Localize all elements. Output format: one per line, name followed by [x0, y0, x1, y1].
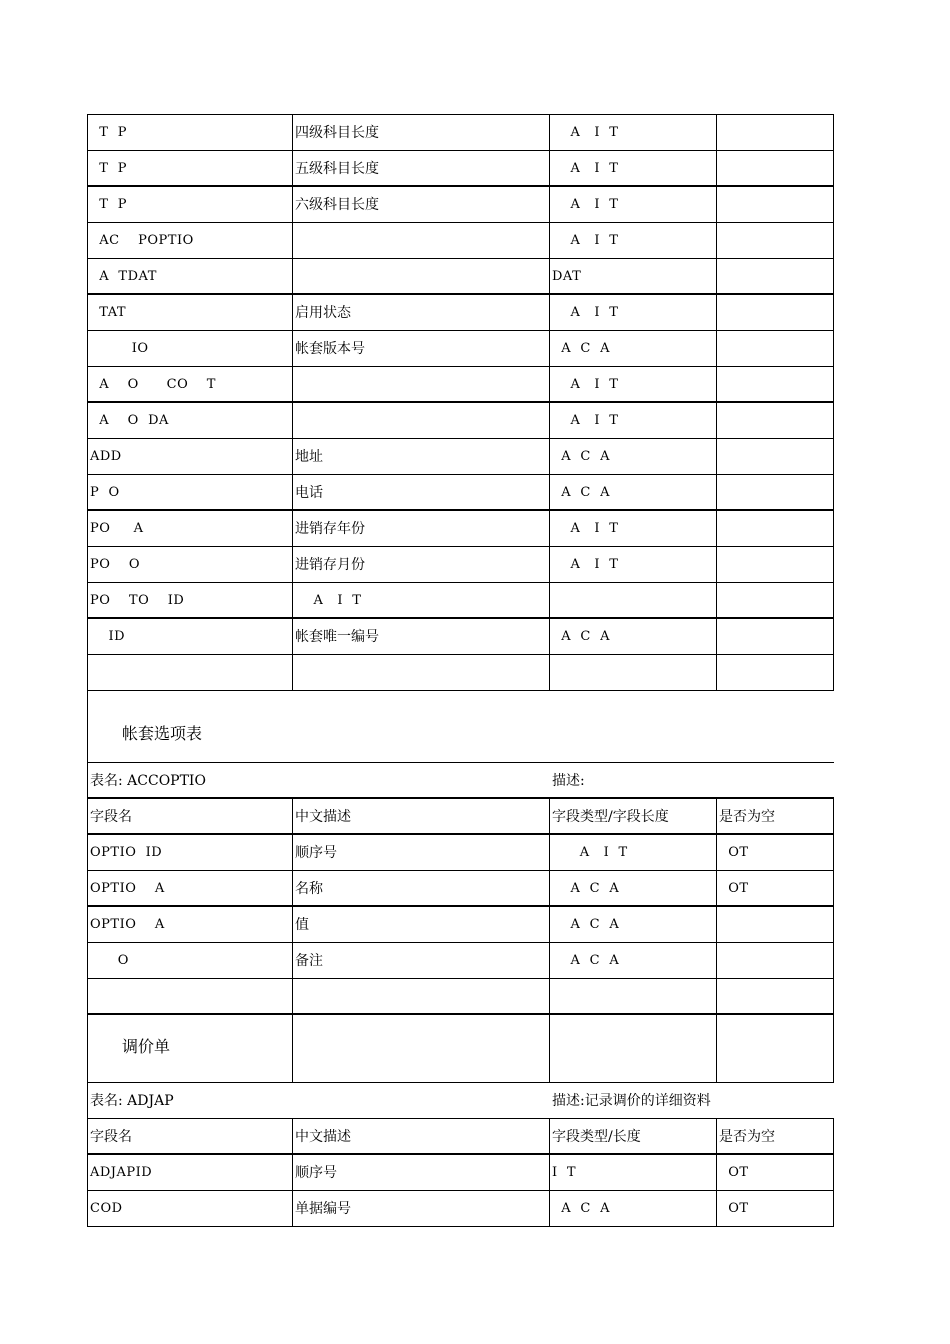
- header-field-type[interactable]: 字段类型/长度: [550, 1119, 717, 1153]
- nullable-cell[interactable]: [717, 439, 834, 474]
- table-row: [87, 943, 834, 979]
- field-type-cell[interactable]: A I T: [550, 403, 717, 438]
- nullable-cell[interactable]: [717, 295, 834, 330]
- table-1: [87, 114, 834, 691]
- table-row: [87, 223, 834, 259]
- field-type-cell[interactable]: A C A: [550, 475, 717, 509]
- field-name-cell[interactable]: PO O: [88, 547, 293, 582]
- table-row: [87, 151, 834, 187]
- nullable-cell[interactable]: [717, 115, 834, 150]
- section-title-cell: [88, 1015, 293, 1082]
- table-row: [87, 655, 834, 691]
- field-type-cell[interactable]: A I T: [550, 187, 717, 222]
- nullable-cell[interactable]: [717, 547, 834, 582]
- field-type-cell[interactable]: A C A: [550, 1191, 717, 1226]
- table-header-row: [87, 1119, 834, 1155]
- table-row: [87, 583, 834, 619]
- nullable-cell[interactable]: [717, 979, 834, 1013]
- table-row: [87, 367, 834, 403]
- chinese-desc-cell[interactable]: 备注: [293, 943, 550, 978]
- field-type-cell[interactable]: A C A: [550, 871, 717, 905]
- field-name-cell[interactable]: OPTIO ID: [88, 835, 293, 870]
- table-meta-row: [87, 1083, 834, 1119]
- header-field-type[interactable]: 字段类型/字段长度: [550, 799, 717, 833]
- nullable-cell[interactable]: [717, 943, 834, 978]
- header-chinese-desc[interactable]: 中文描述: [293, 1119, 550, 1153]
- nullable-cell[interactable]: [717, 907, 834, 942]
- table-row: [87, 619, 834, 655]
- chinese-desc-cell[interactable]: [293, 979, 550, 1013]
- table-row: [87, 547, 834, 583]
- nullable-cell[interactable]: [717, 655, 834, 690]
- chinese-desc-cell[interactable]: 单据编号: [293, 1191, 550, 1226]
- field-name-cell[interactable]: OPTIO A: [88, 907, 293, 942]
- table-row: [87, 187, 834, 223]
- field-type-cell[interactable]: A C A: [550, 619, 717, 654]
- field-type-cell[interactable]: A I T: [550, 115, 717, 150]
- field-type-cell[interactable]: A I T: [550, 151, 717, 185]
- field-name-cell[interactable]: T P: [88, 187, 293, 222]
- nullable-cell[interactable]: [717, 475, 834, 509]
- nullable-cell[interactable]: [717, 367, 834, 401]
- table-row: [87, 979, 834, 1015]
- table-row: [87, 331, 834, 367]
- nullable-cell[interactable]: [717, 331, 834, 366]
- chinese-desc-cell[interactable]: 名称: [293, 871, 550, 905]
- field-type-cell[interactable]: [550, 583, 717, 617]
- chinese-desc-cell[interactable]: 顺序号: [293, 1155, 550, 1190]
- field-type-cell[interactable]: A I T: [550, 223, 717, 258]
- table-header-row: [87, 799, 834, 835]
- chinese-desc-cell[interactable]: 顺序号: [293, 835, 550, 870]
- chinese-desc-cell[interactable]: 帐套版本号: [293, 331, 550, 366]
- nullable-cell[interactable]: [717, 187, 834, 222]
- field-type-cell[interactable]: A C A: [550, 331, 717, 366]
- nullable-cell[interactable]: OT: [719, 1165, 749, 1180]
- field-type-cell[interactable]: A I T: [550, 511, 717, 546]
- field-name-cell[interactable]: P O: [88, 475, 293, 509]
- table-meta-row: [87, 763, 834, 799]
- chinese-desc-cell[interactable]: [293, 259, 550, 293]
- nullable-cell[interactable]: [717, 511, 834, 546]
- empty-cell: [550, 1015, 717, 1082]
- nullable-cell[interactable]: [717, 403, 834, 438]
- field-type-cell[interactable]: A C A: [550, 943, 717, 978]
- nullable-cell[interactable]: [717, 259, 834, 293]
- chinese-desc-cell[interactable]: 四级科目长度: [293, 115, 550, 150]
- field-name-cell[interactable]: ADJAPID: [88, 1155, 293, 1190]
- field-type-cell[interactable]: [550, 979, 717, 1013]
- nullable-cell[interactable]: [717, 583, 834, 617]
- chinese-desc-cell[interactable]: 启用状态: [293, 295, 550, 330]
- table-description-label[interactable]: 描述:: [552, 773, 585, 789]
- header-nullable[interactable]: 是否为空: [719, 1129, 775, 1145]
- header-field-name[interactable]: 字段名: [88, 1119, 293, 1153]
- field-name-cell[interactable]: A TDAT: [88, 259, 293, 293]
- nullable-cell[interactable]: OT: [719, 1201, 749, 1216]
- chinese-desc-cell[interactable]: [293, 223, 550, 258]
- nullable-cell[interactable]: [717, 223, 834, 258]
- chinese-desc-cell[interactable]: 六级科目长度: [293, 187, 550, 222]
- chinese-desc-cell[interactable]: [293, 367, 550, 401]
- nullable-cell[interactable]: OT: [719, 845, 749, 860]
- table-row: [87, 1191, 834, 1227]
- chinese-desc-cell[interactable]: 电话: [293, 475, 550, 509]
- field-type-cell[interactable]: A C A: [550, 907, 717, 942]
- field-name-cell[interactable]: TAT: [88, 295, 293, 330]
- field-name-cell[interactable]: T P: [88, 151, 293, 185]
- field-type-cell[interactable]: DAT: [550, 259, 717, 293]
- chinese-desc-cell[interactable]: [293, 655, 550, 690]
- field-name-cell[interactable]: PO TO ID: [88, 583, 293, 617]
- table-row: [87, 403, 834, 439]
- table-row: [87, 871, 834, 907]
- field-name-cell[interactable]: O: [88, 943, 293, 978]
- field-name-cell[interactable]: [88, 979, 293, 1013]
- table-row: [87, 259, 834, 295]
- table-row: [87, 439, 834, 475]
- field-name-cell[interactable]: ADD: [88, 439, 293, 474]
- chinese-desc-cell[interactable]: [293, 403, 550, 438]
- nullable-cell[interactable]: [717, 619, 834, 654]
- table-row: [87, 511, 834, 547]
- header-nullable[interactable]: 是否为空: [719, 809, 775, 825]
- section-title: 调价单: [122, 1037, 171, 1056]
- chinese-desc-cell[interactable]: A I T: [293, 583, 550, 617]
- empty-cell: [717, 1015, 834, 1082]
- field-type-cell[interactable]: A I T: [550, 295, 717, 330]
- field-type-cell[interactable]: [550, 655, 717, 690]
- field-name-cell[interactable]: AC POPTIO: [88, 223, 293, 258]
- field-name-cell[interactable]: A O CO T: [88, 367, 293, 401]
- table-row: [87, 114, 834, 151]
- field-name-cell[interactable]: [88, 655, 293, 690]
- table-name-label[interactable]: 表名: ACCOPTIO: [90, 773, 206, 789]
- header-chinese-desc[interactable]: 中文描述: [293, 799, 550, 833]
- section-heading: [87, 1015, 834, 1083]
- table-name-label[interactable]: 表名: ADJAP: [90, 1093, 174, 1109]
- chinese-desc-cell[interactable]: 地址: [293, 439, 550, 474]
- chinese-desc-cell[interactable]: 值: [293, 907, 550, 942]
- chinese-desc-cell[interactable]: 进销存月份: [293, 547, 550, 582]
- field-type-cell[interactable]: I T: [550, 1155, 717, 1190]
- section-title: 帐套选项表: [122, 724, 203, 743]
- table-row: [87, 475, 834, 511]
- field-name-cell[interactable]: T P: [88, 115, 293, 150]
- table-row: [87, 1155, 834, 1191]
- spreadsheet-sheet: [87, 114, 834, 1227]
- empty-cell: [293, 1015, 550, 1082]
- table-description-label[interactable]: 描述:记录调价的详细资料: [552, 1093, 711, 1109]
- field-type-cell[interactable]: A C A: [550, 439, 717, 474]
- field-type-cell[interactable]: A I T: [550, 367, 717, 401]
- table-row: [87, 907, 834, 943]
- chinese-desc-cell[interactable]: 五级科目长度: [293, 151, 550, 185]
- field-name-cell[interactable]: COD: [88, 1191, 293, 1226]
- field-name-cell[interactable]: IO: [88, 331, 293, 366]
- field-type-cell[interactable]: A I T: [550, 835, 717, 870]
- table-row: [87, 295, 834, 331]
- field-name-cell[interactable]: ID: [88, 619, 293, 654]
- field-name-cell[interactable]: PO A: [88, 511, 293, 546]
- field-name-cell[interactable]: A O DA: [88, 403, 293, 438]
- section-heading: [87, 691, 834, 763]
- table-row: [87, 835, 834, 871]
- header-field-name[interactable]: 字段名: [88, 799, 293, 833]
- chinese-desc-cell[interactable]: 进销存年份: [293, 511, 550, 546]
- chinese-desc-cell[interactable]: 帐套唯一编号: [293, 619, 550, 654]
- nullable-cell[interactable]: OT: [719, 881, 749, 896]
- field-name-cell[interactable]: OPTIO A: [88, 871, 293, 905]
- nullable-cell[interactable]: [717, 151, 834, 185]
- field-type-cell[interactable]: A I T: [550, 547, 717, 582]
